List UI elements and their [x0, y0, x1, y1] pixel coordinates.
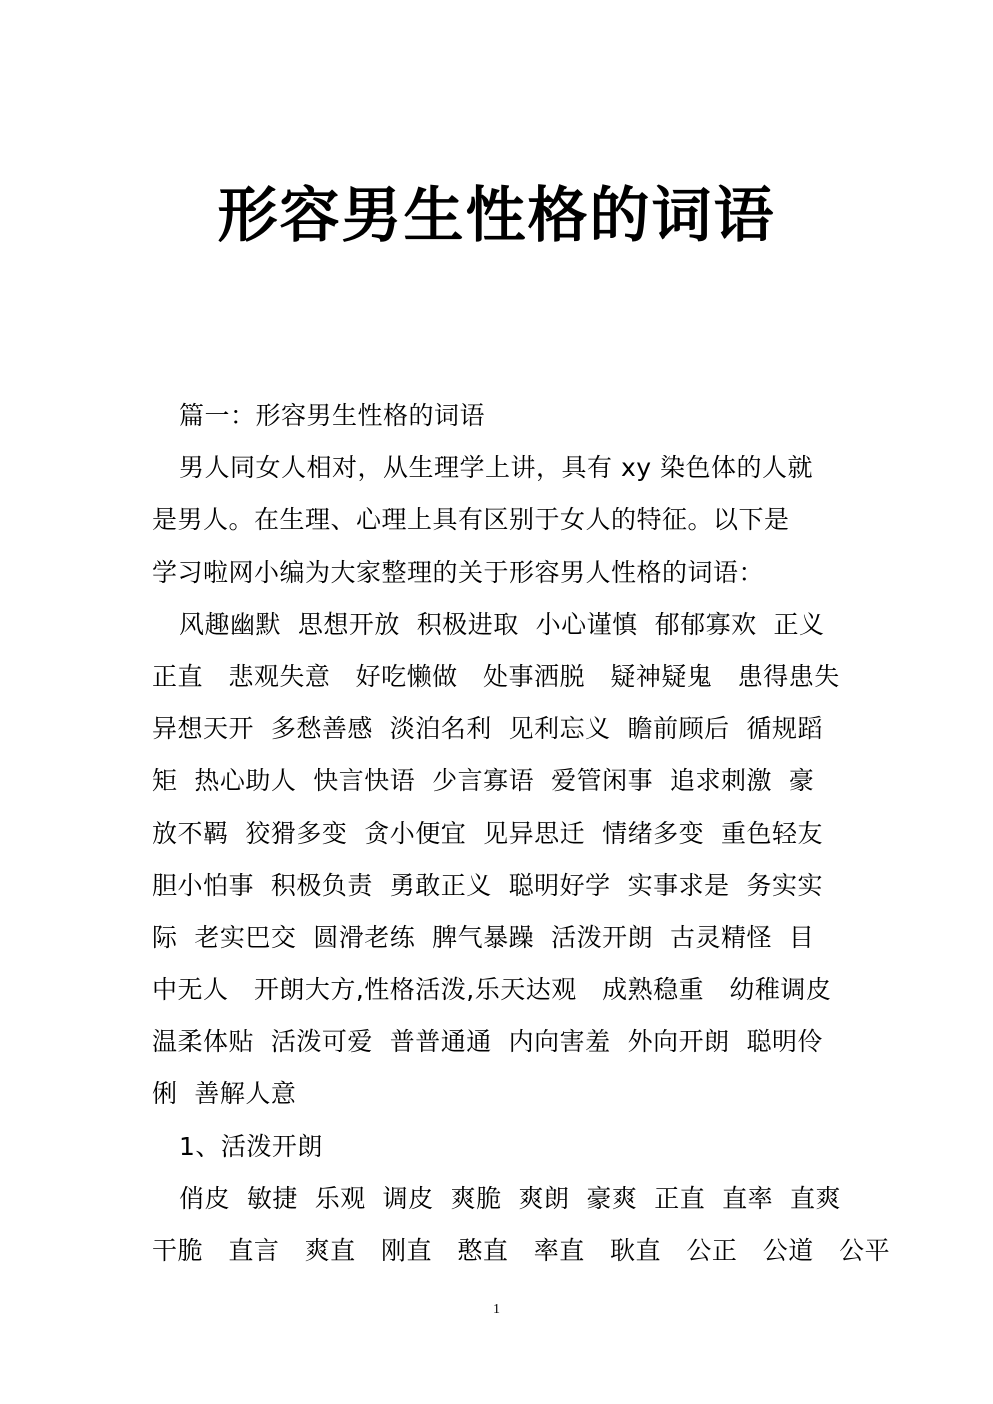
word-list-line: 异想天开 多愁善感 淡泊名利 见利忘义 瞻前顾后 循规蹈	[152, 714, 823, 744]
word-list-line: 正直 悲观失意 好吃懒做 处事洒脱 疑神疑鬼 患得患失	[152, 661, 840, 691]
section-heading: 篇一：形容男生性格的词语	[179, 401, 486, 430]
document-body	[152, 390, 891, 1277]
word-list-line: 放不羁 狡猾多变 贪小便宜 见异思迁 情绪多变 重色轻友	[152, 818, 823, 848]
document-title: 形容男生性格的词语	[217, 181, 776, 251]
word-list-line: 干脆 直言 爽直 刚直 憨直 率直 耿直 公正 公道 公平	[152, 1236, 891, 1265]
word-list-line: 矩 热心助人 快言快语 少言寡语 爱管闲事 追求刺激 豪	[152, 766, 815, 796]
word-list-line: 际 老实巴交 圆滑老练 脾气暴躁 活泼开朗 古灵精怪 目	[152, 922, 815, 952]
paragraph-line: 男人同女人相对，从生理学上讲，具有 xy 染色体的人就	[179, 453, 813, 483]
paragraph-line: 是男人。在生理、心理上具有区别于女人的特征。以下是	[152, 505, 790, 535]
word-list-line: 俐 善解人意	[152, 1079, 297, 1109]
word-list-line: 胆小怕事 积极负责 勇敢正义 聪明好学 实事求是 务实实	[152, 870, 823, 900]
word-list-line: 温柔体贴 活泼可爱 普普通通 内向害羞 外向开朗 聪明伶	[152, 1027, 823, 1057]
page-number: 1	[493, 1302, 500, 1317]
word-list-line: 俏皮 敏捷 乐观 调皮 爽脆 爽朗 豪爽 正直 直率 直爽	[179, 1183, 842, 1213]
word-list-line: 中无人 开朗大方,性格活泼,乐天达观 成熟稳重 幼稚调皮	[152, 975, 832, 1005]
subsection-heading: 1、活泼开朗	[179, 1131, 323, 1161]
word-list-line: 风趣幽默 思想开放 积极进取 小心谨慎 郁郁寡欢 正义	[179, 609, 825, 639]
paragraph-line: 学习啦网小编为大家整理的关于形容男人性格的词语：	[152, 557, 765, 587]
